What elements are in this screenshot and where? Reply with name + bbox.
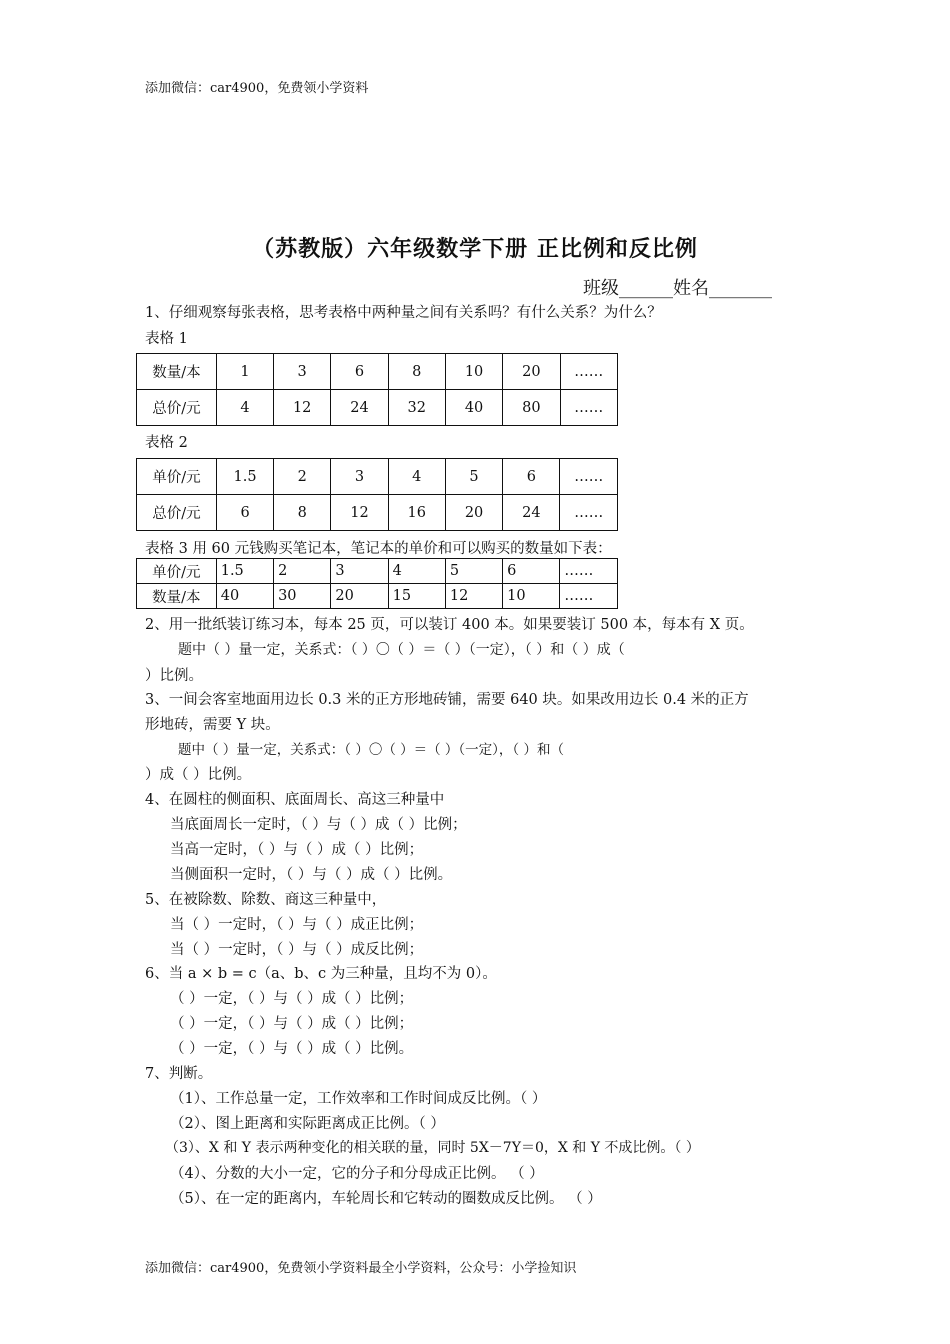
question-2-blank-line: 题中（ ）量一定，关系式：（ ）〇（ ）＝（ ）（一定），（ ）和（ ）成（ xyxy=(178,642,625,658)
table-cell: 12 xyxy=(274,390,331,426)
question-3-blank-line-end: ）成（ ）比例。 xyxy=(145,767,252,783)
question-6: 6、当 a × b = c（a、b、c 为三种量，且均不为 0）。 xyxy=(145,966,497,982)
table-cell: 4 xyxy=(216,390,273,426)
table-cell: 3 xyxy=(274,354,331,390)
table-cell: 10 xyxy=(445,354,502,390)
table-cell: 6 xyxy=(331,354,388,390)
table-cell: 30 xyxy=(274,584,331,609)
question-7-item: （1）、工作总量一定，工作效率和工作时间成反比例。（ ） xyxy=(170,1091,547,1107)
table-cell: …… xyxy=(560,584,618,609)
table-cell: 80 xyxy=(503,390,560,426)
question-7-item: （4）、分数的大小一定，它的分子和分母成正比例。 （ ） xyxy=(170,1166,544,1182)
question-5-line: 当（ ）一定时，（ ）与（ ）成正比例； xyxy=(170,917,424,933)
table-cell: 8 xyxy=(388,354,445,390)
table-cell: 32 xyxy=(388,390,445,426)
question-4-line: 当侧面积一定时，（ ）与（ ）成（ ）比例。 xyxy=(170,867,453,883)
table-cell: 12 xyxy=(331,495,388,531)
table-cell: 4 xyxy=(388,459,445,495)
table-cell: 1.5 xyxy=(216,559,273,584)
table-cell: 数量/本 xyxy=(137,354,217,390)
table-cell: …… xyxy=(560,495,618,531)
question-6-line: （ ）一定，（ ）与（ ）成（ ）比例； xyxy=(170,991,414,1007)
table-cell: 8 xyxy=(274,495,331,531)
table-cell: 24 xyxy=(331,390,388,426)
table-row xyxy=(137,584,618,609)
table-row xyxy=(137,459,618,495)
question-7-item: （5）、在一定的距离内，车轮周长和它转动的圈数成反比例。 （ ） xyxy=(170,1191,602,1207)
table-2-caption: 表格 2 xyxy=(145,435,188,451)
question-5: 5、在被除数、除数、商这三种量中， xyxy=(145,892,387,908)
table-cell: …… xyxy=(560,354,618,390)
table-cell: 总价/元 xyxy=(137,495,217,531)
table-cell: 15 xyxy=(388,584,445,609)
table-cell: 总价/元 xyxy=(137,390,217,426)
question-3: 3、一间会客室地面用边长 0.3 米的正方形地砖铺，需要 640 块。如果改用边长 0.4 米的正方 xyxy=(145,692,749,708)
table-cell: …… xyxy=(560,459,618,495)
table-cell: 数量/本 xyxy=(137,584,217,609)
table-cell: 2 xyxy=(274,559,331,584)
table-cell: 20 xyxy=(503,354,560,390)
table-cell: 5 xyxy=(445,559,502,584)
table-cell: 1.5 xyxy=(216,459,273,495)
table-cell: 40 xyxy=(216,584,273,609)
table-2 xyxy=(136,458,618,531)
table-cell: 12 xyxy=(445,584,502,609)
table-1 xyxy=(136,353,618,426)
table-cell: 24 xyxy=(503,495,560,531)
question-4: 4、在圆柱的侧面积、底面周长、高这三种量中 xyxy=(145,792,445,808)
table-cell: 6 xyxy=(216,495,273,531)
table-cell: …… xyxy=(560,390,618,426)
table-cell: 20 xyxy=(331,584,388,609)
table-row xyxy=(137,390,618,426)
table-cell: 3 xyxy=(331,559,388,584)
table-row xyxy=(137,559,618,584)
question-7-item: （3）、X 和 Y 表示两种变化的相关联的量，同时 5X－7Y＝0，X 和 Y 不成比例。（ ） xyxy=(165,1140,700,1156)
question-3-blank-line: 题中（ ）量一定，关系式：（ ）〇（ ）＝（ ）（一定），（ ）和（ xyxy=(178,742,564,758)
table-cell: 40 xyxy=(445,390,502,426)
table-cell: 6 xyxy=(503,559,560,584)
question-7-item: （2）、图上距离和实际距离成正比例。（ ） xyxy=(170,1116,445,1132)
page-title: （苏教版）六年级数学下册 正比例和反比例 xyxy=(252,236,698,262)
question-5-line: 当（ ）一定时，（ ）与（ ）成反比例； xyxy=(170,942,424,958)
question-1: 1、仔细观察每张表格，思考表格中两种量之间有关系吗？有什么关系？为什么？ xyxy=(145,305,662,321)
page-header: 添加微信：car4900，免费领小学资料 xyxy=(145,81,369,96)
table-row xyxy=(137,495,618,531)
table-cell: 5 xyxy=(445,459,502,495)
question-4-line: 当高一定时，（ ）与（ ）成（ ）比例； xyxy=(170,842,424,858)
class-name-line: 班级______姓名_______ xyxy=(583,278,772,299)
table-cell: 单价/元 xyxy=(137,459,217,495)
table-3 xyxy=(136,558,618,609)
question-4-line: 当底面周长一定时，（ ）与（ ）成（ ）比例； xyxy=(170,817,467,833)
question-7: 7、判断。 xyxy=(145,1066,213,1082)
question-3-cont: 形地砖，需要 Y 块。 xyxy=(145,717,280,733)
table-cell: 10 xyxy=(503,584,560,609)
question-2-blank-line-end: ）比例。 xyxy=(145,668,203,684)
table-1-caption: 表格 1 xyxy=(145,331,188,347)
table-cell: 20 xyxy=(445,495,502,531)
table-cell: 2 xyxy=(274,459,331,495)
question-6-line: （ ）一定，（ ）与（ ）成（ ）比例； xyxy=(170,1016,414,1032)
table-cell: 1 xyxy=(216,354,273,390)
table-cell: 6 xyxy=(503,459,560,495)
question-2: 2、用一批纸装订练习本，每本 25 页，可以装订 400 本。如果要装订 500 本，每本有 X 页。 xyxy=(145,617,754,633)
table-cell: 4 xyxy=(388,559,445,584)
question-6-line: （ ）一定，（ ）与（ ）成（ ）比例。 xyxy=(170,1041,414,1057)
table-3-caption: 表格 3 用 60 元钱购买笔记本，笔记本的单价和可以购买的数量如下表： xyxy=(145,541,612,557)
page-footer: 添加微信：car4900，免费领小学资料最全小学资料，公众号：小学捡知识 xyxy=(145,1261,577,1276)
table-row xyxy=(137,354,618,390)
table-cell: …… xyxy=(560,559,618,584)
table-cell: 单价/元 xyxy=(137,559,217,584)
table-cell: 16 xyxy=(388,495,445,531)
table-cell: 3 xyxy=(331,459,388,495)
